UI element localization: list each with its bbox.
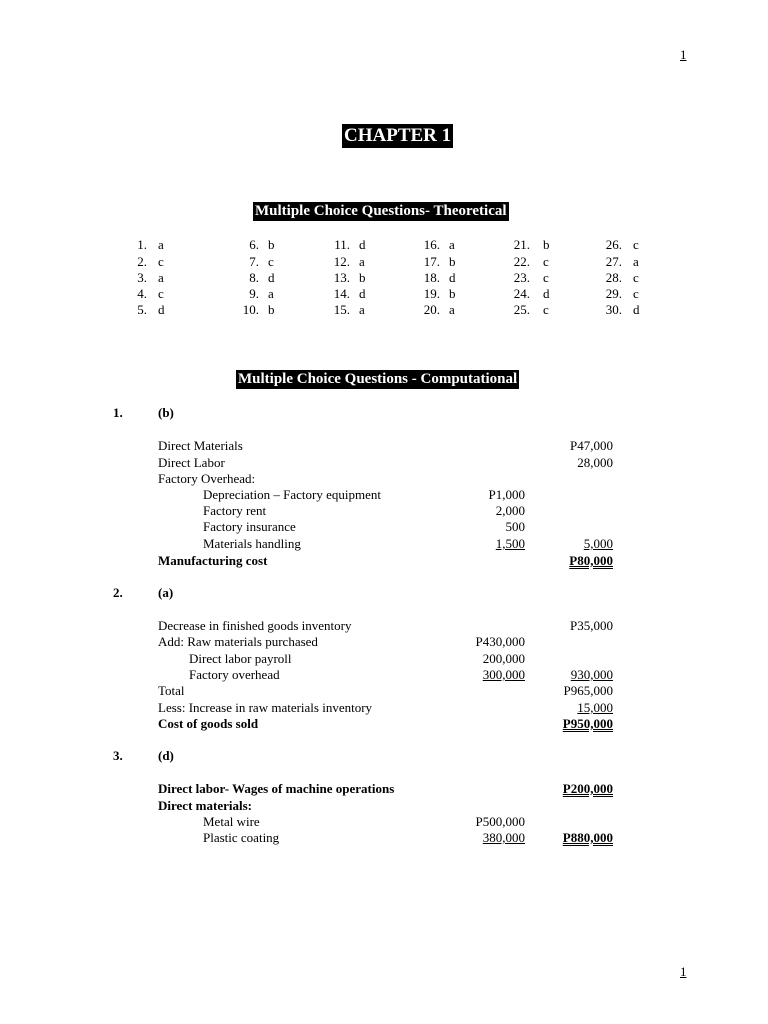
answer-number: 5. xyxy=(137,302,147,317)
answer-letter: a xyxy=(359,302,365,317)
answer-number: 15. xyxy=(333,302,350,317)
problem-number: 3. xyxy=(113,748,123,763)
answer-letter: a xyxy=(449,302,455,317)
amount-column-1: 2,000 xyxy=(495,503,525,518)
answer-letter: b xyxy=(268,302,275,317)
answer-number: 26. xyxy=(605,237,622,252)
amount-column-1: 1,500 xyxy=(495,536,525,551)
chapter-title: CHAPTER 1 xyxy=(344,125,452,146)
amount-column-1: 200,000 xyxy=(482,651,525,666)
problem-answer: (a) xyxy=(158,585,174,600)
amount-column-2: P965,000 xyxy=(563,683,613,698)
line-label: Materials handling xyxy=(203,536,301,551)
amount-column-1: 500 xyxy=(505,519,525,534)
amount-column-1: 300,000 xyxy=(482,667,525,682)
page-number-top: 1 xyxy=(680,47,687,62)
answer-number: 18. xyxy=(423,270,440,285)
line-label: Direct labor payroll xyxy=(189,651,292,666)
answer-letter: c xyxy=(268,254,274,269)
answer-number: 27. xyxy=(605,254,622,269)
answer-letter: c xyxy=(543,302,549,317)
answer-letter: c xyxy=(633,237,639,252)
section-heading-theoretical: Multiple Choice Questions- Theoretical xyxy=(255,203,507,219)
line-label: Factory rent xyxy=(203,503,267,518)
problem-number: 1. xyxy=(113,405,123,420)
amount-column-2: 28,000 xyxy=(577,455,613,470)
amount-column-2: P80,000 xyxy=(569,553,613,568)
line-label: Factory insurance xyxy=(203,519,296,534)
line-label: Less: Increase in raw materials inventory xyxy=(158,700,373,715)
amount-column-2: 5,000 xyxy=(583,536,613,551)
answer-number: 12. xyxy=(333,254,350,269)
answer-letter: d xyxy=(543,286,550,301)
answer-letter: b xyxy=(543,237,550,252)
answer-letter: a xyxy=(633,254,639,269)
line-label: Direct Labor xyxy=(158,455,225,470)
answer-letter: b xyxy=(449,286,456,301)
line-label: Add: Raw materials purchased xyxy=(158,634,318,649)
problem-number: 2. xyxy=(113,585,123,600)
answer-letter: c xyxy=(543,254,549,269)
line-label: Metal wire xyxy=(203,814,260,829)
answer-number: 22. xyxy=(513,254,530,269)
answer-number: 2. xyxy=(137,254,147,269)
line-label: Cost of goods sold xyxy=(158,716,259,731)
answer-number: 17. xyxy=(423,254,440,269)
line-label: Direct labor- Wages of machine operations xyxy=(158,781,395,796)
answer-number: 11. xyxy=(334,237,350,252)
answer-letter: b xyxy=(449,254,456,269)
answer-number: 30. xyxy=(605,302,622,317)
answer-letter: c xyxy=(543,270,549,285)
answer-number: 9. xyxy=(249,286,259,301)
answer-letter: c xyxy=(633,286,639,301)
line-label: Manufacturing cost xyxy=(158,553,268,568)
answer-letter: d xyxy=(633,302,640,317)
amount-column-2: P35,000 xyxy=(570,618,613,633)
answer-number: 7. xyxy=(249,254,259,269)
answer-number: 19. xyxy=(423,286,440,301)
amount-column-1: 380,000 xyxy=(482,830,525,845)
answer-letter: c xyxy=(158,254,164,269)
line-label: Factory overhead xyxy=(189,667,280,682)
amount-column-2: P950,000 xyxy=(562,716,613,731)
answer-number: 21. xyxy=(513,237,530,252)
answer-letter: d xyxy=(359,237,366,252)
answer-number: 23. xyxy=(513,270,530,285)
amount-column-2: P47,000 xyxy=(570,438,613,453)
answer-number: 20. xyxy=(423,302,440,317)
answer-letter: b xyxy=(268,237,275,252)
line-label: Depreciation – Factory equipment xyxy=(203,487,381,502)
answer-letter: d xyxy=(359,286,366,301)
amount-column-1: P1,000 xyxy=(488,487,525,502)
line-label: Direct materials: xyxy=(158,798,252,813)
answer-number: 6. xyxy=(249,237,259,252)
answer-letter: d xyxy=(158,302,165,317)
answer-letter: d xyxy=(449,270,456,285)
line-label: Decrease in finished goods inventory xyxy=(158,618,352,633)
line-label: Direct Materials xyxy=(158,438,243,453)
answer-letter: a xyxy=(449,237,455,252)
amount-column-1: P430,000 xyxy=(475,634,525,649)
page-number-bottom: 1 xyxy=(680,964,687,979)
answer-number: 28. xyxy=(605,270,622,285)
answer-letter: a xyxy=(359,254,365,269)
answer-number: 3. xyxy=(137,270,147,285)
answer-number: 13. xyxy=(333,270,350,285)
answer-number: 8. xyxy=(249,270,259,285)
section-heading-computational: Multiple Choice Questions - Computational xyxy=(238,371,518,387)
problem-answer: (d) xyxy=(158,748,174,763)
answer-number: 14. xyxy=(333,286,350,301)
answer-letter: a xyxy=(268,286,274,301)
amount-column-1: P500,000 xyxy=(475,814,525,829)
amount-column-2: 15,000 xyxy=(577,700,613,715)
amount-column-2: P200,000 xyxy=(562,781,613,796)
answer-number: 25. xyxy=(513,302,530,317)
answer-letter: b xyxy=(359,270,366,285)
answer-number: 1. xyxy=(137,237,147,252)
answer-letter: a xyxy=(158,237,164,252)
answer-letter: c xyxy=(633,270,639,285)
line-label: Total xyxy=(158,683,185,698)
answer-letter: a xyxy=(158,270,164,285)
answer-number: 10. xyxy=(242,302,259,317)
answer-number: 24. xyxy=(513,286,530,301)
answer-letter: d xyxy=(268,270,275,285)
line-label: Factory Overhead: xyxy=(158,471,256,486)
line-label: Plastic coating xyxy=(203,830,280,845)
answer-number: 29. xyxy=(605,286,622,301)
answer-number: 16. xyxy=(423,237,440,252)
answer-number: 4. xyxy=(137,286,147,301)
amount-column-2: 930,000 xyxy=(570,667,613,682)
amount-column-2: P880,000 xyxy=(562,830,613,845)
answer-letter: c xyxy=(158,286,164,301)
problem-answer: (b) xyxy=(158,405,174,420)
